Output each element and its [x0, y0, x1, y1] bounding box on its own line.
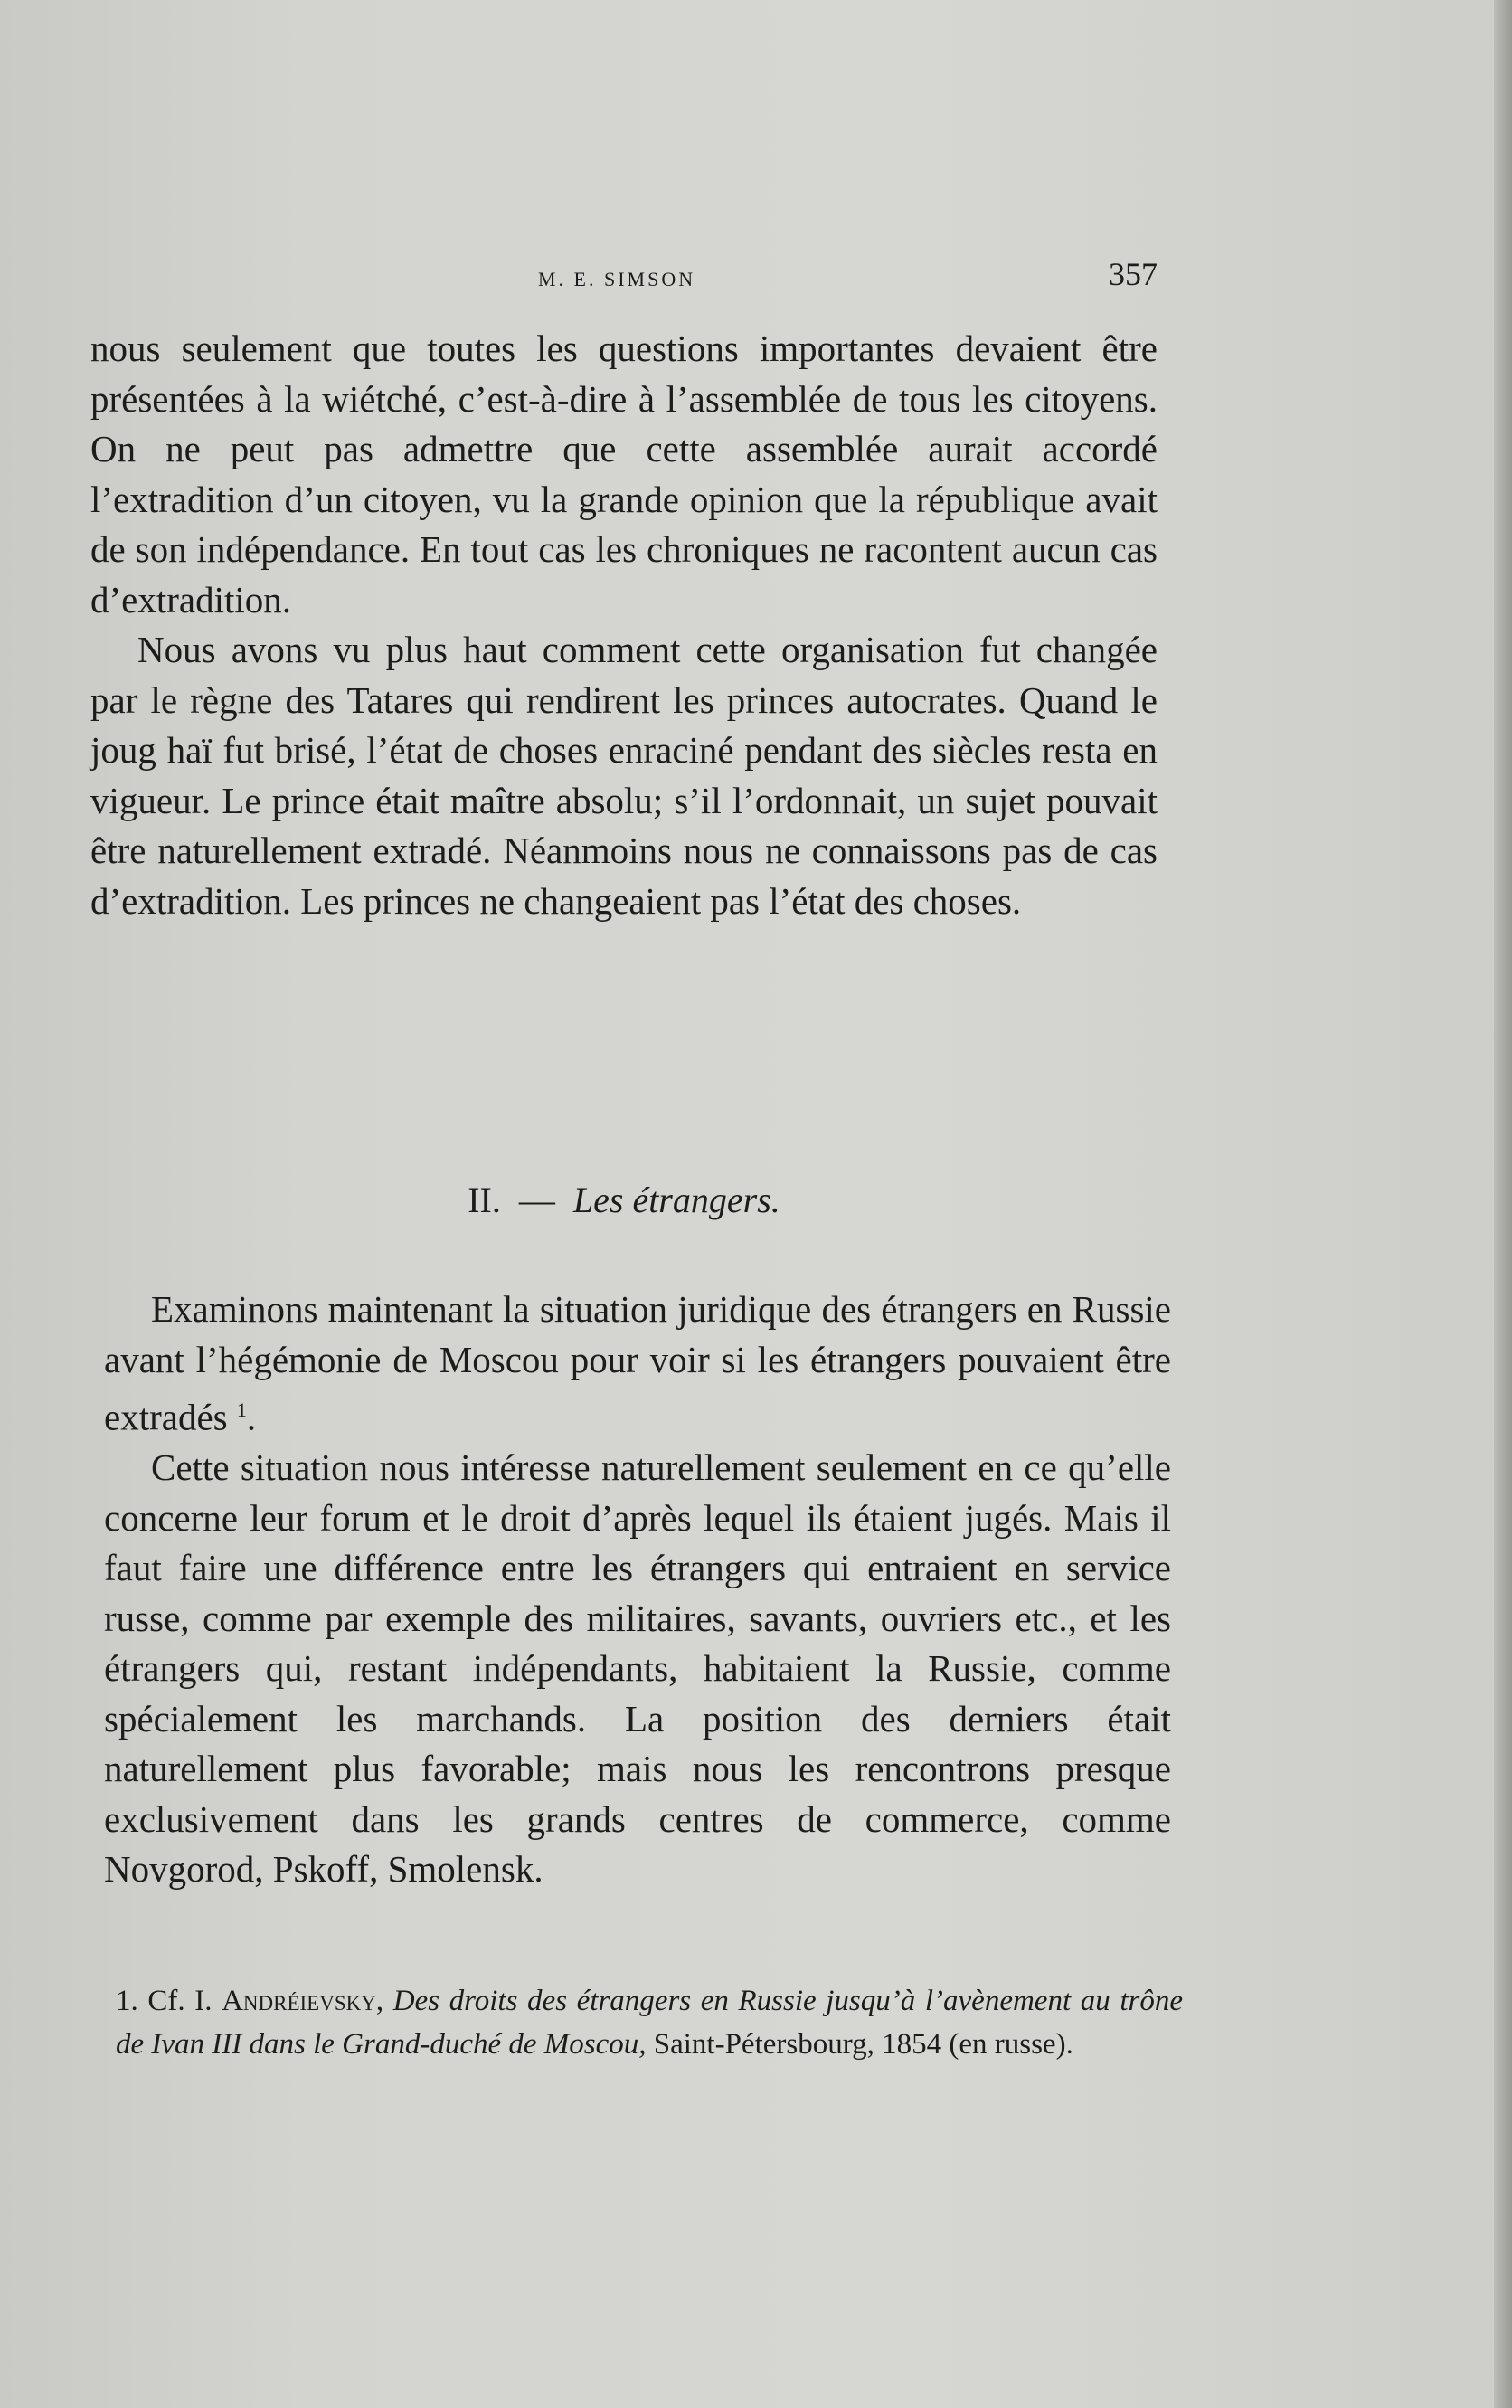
footnote-number: 1. Cf. I.	[116, 1985, 213, 2017]
paragraph-text: Examinons maintenant la situation juridique des étrangers en Russie avant l’hégémonie de Moscou pour voir si les étrangers pouvaient être extradés	[104, 1288, 1171, 1438]
page-header	[90, 251, 1158, 297]
paragraph: Cette situation nous intéresse naturellement seulement en ce qu’elle concerne leur forum et le droit d’après lequel ils étaient jugés. Mais il faut faire une différence entre les étrangers qui entraient en service russe, comme par exemple des militaires, savants, ouvriers etc., et les étrangers qui, restant indépendants, habitaient la Russie, comme spécialement les marchands. La position des derniers était naturellement plus favorable; mais nous les rencontrons presque exclusivement dans les grands centres de commerce, comme Novgorod, Pskoff, Smolensk.	[104, 1446, 1171, 1891]
page-number: 357	[1109, 256, 1158, 292]
section-dash: —	[518, 1180, 555, 1220]
footnote-author: Andréievsky,	[222, 1985, 384, 2017]
body-text-top	[90, 324, 1158, 926]
paragraph	[104, 1285, 1171, 1443]
footnote-title: Des droits des étrangers en Russie jusqu’à l’avènement au trône de Ivan III dans le Grand-duché de Moscou,	[116, 1985, 1183, 2061]
paragraph: Nous avons vu plus haut comment cette organisation fut changée par le règne des Tatares qui rendirent les princes autocrates. Quand le joug haï fut brisé, l’état de choses enraciné pendant des siècles resta en vigueur. Le prince était maître absolu; s’il l’ordonnait, un sujet pouvait être naturellement extradé. Néanmoins nous ne connaissons pas de cas d’extradition. Les princes ne changeaient pas l’état des choses.	[90, 629, 1158, 922]
footnote-rest: Saint-Pétersbourg, 1854 (en russe).	[653, 2028, 1073, 2061]
section-number: II.	[468, 1180, 501, 1220]
paragraph-end: .	[246, 1396, 257, 1438]
body-text-bottom	[104, 1285, 1171, 1895]
section-title: Les étrangers.	[572, 1180, 780, 1220]
footnote	[116, 1979, 1183, 2066]
running-head: M. E. SIMSON	[538, 268, 696, 290]
paragraph: nous seulement que toutes les questions importantes devaient être présentées à la wiétché, c’est-à-dire à l’assemblée de tous les citoyens. On ne peut pas admettre que cette assemblée aurait accordé l’extradition d’un citoyen, vu la grande opinion que la république avait de son indépendance. En tout cas les chroniques ne racontent aucun cas d’extradition.	[90, 327, 1158, 621]
page-edge-shadow	[1494, 0, 1512, 2408]
section-heading	[90, 1179, 1158, 1221]
footnote-reference: 1	[236, 1398, 247, 1421]
